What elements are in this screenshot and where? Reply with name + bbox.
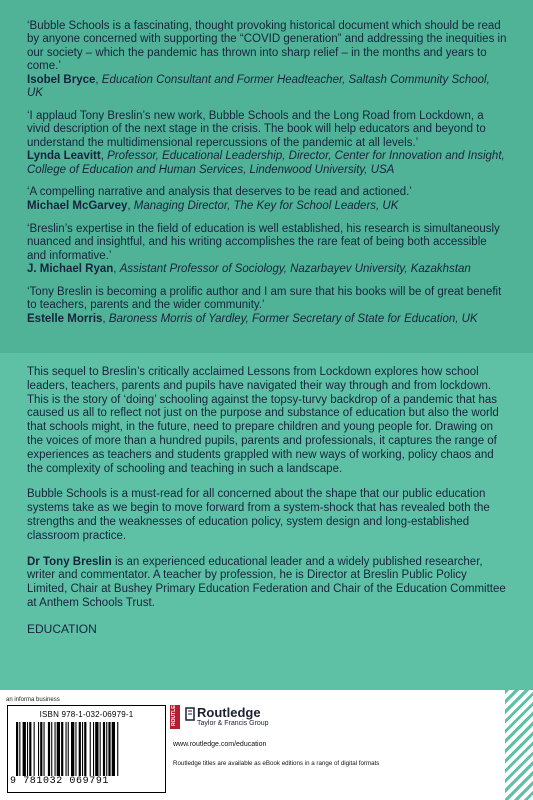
description-paragraph: This sequel to Breslin’s critically acclaimed Lessons from Lockdown explores how school leaders, teachers, parents and pupils have navigated their way through and from lockdown. This is the story of ‘doing’ schooling against the topsy-turvy backdrop of a pandemic that has caused us all to reflect not just on the purpose and substance of education but also the world that schools might, in the future, need to prepare children and young people for. Drawing on the voices of more than a hundred pupils, parents and professionals, it captures the range of experiences as teachers and students grappled with new ways of working, policy chaos and the complexity of schooling and teaching in such a landscape. <box>27 366 499 475</box>
endorsement-role: Education Consultant and Former Headteacher, Saltash Community School, UK <box>27 73 490 100</box>
publisher-name: Routledge <box>197 705 261 720</box>
endorsement-name: J. Michael Ryan <box>27 263 114 275</box>
endorsement-name: Michael McGarvey <box>27 199 128 212</box>
isbn-barcode <box>7 705 166 793</box>
decorative-stripes <box>505 690 533 800</box>
endorsement-name: Isobel Bryce <box>27 73 96 86</box>
routledge-logo-icon <box>185 707 195 721</box>
author-name: Dr Tony Breslin <box>27 555 112 568</box>
endorsement-role: Professor, Educational Leadership, Director, Center for Innovation and Insight, College of Education and Human Services, Lindenwood University, USA <box>27 150 505 176</box>
endorsement: ‘I applaud Tony Breslin’s new work, Bubble Schools and the Long Road from Lockdown, a vivid description of the next stage in the crisis. The book will help educators and beyond to understand the multidimensional repercussions of the pandemic at all levels.’ Lynda Leavitt, Professor, Educational Leadership, Director, Center for Innovation and Insight, College of Education and Human Services, Lindenwood University, USA <box>27 110 507 177</box>
routledge-tab-text: ROUTLEDGE <box>171 694 177 726</box>
endorsement-quote: ‘I applaud Tony Breslin’s new work, Bubble Schools and the Long Road from Lockdown, a vivid description of the next stage in the crisis. The book will help educators and beyond to understand the multidimensional repercussions of the pandemic at all levels.’ <box>27 109 486 149</box>
isbn-text: ISBN 978-1-032-06979-1 <box>39 710 134 719</box>
author-bio <box>27 556 507 611</box>
routledge-tab <box>170 694 180 729</box>
endorsement-name: Estelle Morris <box>27 312 103 325</box>
endorsement-quote: ‘Bubble Schools is a fascinating, thought provoking historical document which should be read by anyone concerned with supporting the “COVID generation” and addressing the inequities in our society – which the pandemic has thrown into sharp relief – in the months and years to come.’ <box>27 20 507 73</box>
author-bio-text: is an experienced educational leader and a widely published researcher, writer and commentator. A teacher by profession, he is Director at Breslin Public Policy Limited, Chair at Bushey Primary Education Federation and Chair of the Education Committee at Anthem Schools Trust. <box>27 555 506 609</box>
endorsement: ‘A compelling narrative and analysis that deserves to be read and actioned.’ Michael McGarvey, Managing Director, The Key for School Leaders, UK <box>27 186 507 213</box>
endorsement-role: Assistant Professor of Sociology, Nazarbayev University, Kazakhstan <box>119 263 471 275</box>
book-description <box>27 366 507 649</box>
endorsement-quote: ‘A compelling narrative and analysis that deserves to be read and actioned.’ <box>27 186 412 199</box>
informa-tagline: an informa business <box>6 697 60 703</box>
endorsement: ‘Breslin’s expertise in the field of education is well established, his research is simultaneously nuanced and insightful, and his writing accomplishes the rare feat of being both accessible and informative.’ J. Michael Ryan, Assistant Professor of Sociology, Nazarbayev University, Kazakhstan <box>27 223 507 277</box>
ebook-note: Routledge titles are available as eBook editions in a range of digital formats <box>173 760 380 767</box>
endorsement-role: Baroness Morris of Yardley, Former Secretary of State for Education, UK <box>108 312 478 325</box>
barcode-digits: 9 781032 069791 <box>10 776 110 787</box>
publisher-url: www.routledge.com/education <box>173 741 267 748</box>
subject-category: EDUCATION <box>27 621 97 636</box>
endorsement-quote: ‘Breslin’s expertise in the field of education is well established, his research is simultaneously nuanced and insightful, and his writing accomplishes the rare feat of being both accessible and informative.’ <box>27 222 500 262</box>
endorsement-quote: ‘Tony Breslin is becoming a prolific author and I am sure that his books will be of great benefit to teachers, parents and the wider community.’ <box>27 285 502 312</box>
endorsement: ‘Bubble Schools is a fascinating, thought provoking historical document which should be read by anyone concerned with supporting the “COVID generation” and addressing the inequities in our society – which the pandemic has thrown into sharp relief – in the months and years to come.’ Isobel Bryce, Education Consultant and Former Headteacher, Saltash Community School, UK <box>27 20 507 100</box>
endorsement-name: Lynda Leavitt <box>27 150 101 163</box>
endorsements-list <box>27 20 507 336</box>
barcode-bars <box>14 722 156 776</box>
endorsement: ‘Tony Breslin is becoming a prolific author and I am sure that his books will be of great benefit to teachers, parents and the wider community.’ Estelle Morris, Baroness Morris of Yardley, Former Secretary of State for Education, UK <box>27 286 507 326</box>
publisher-group: Taylor & Francis Group <box>197 720 269 727</box>
endorsement-role: Managing Director, The Key for School Leaders, UK <box>133 199 399 212</box>
description-paragraph: Bubble Schools is a must-read for all concerned about the shape that our public education systems take as we begin to move forward from a system-shock that has revealed both the strengths and the weaknesses of education policy, system design and long-established classroom practice. <box>27 488 490 542</box>
